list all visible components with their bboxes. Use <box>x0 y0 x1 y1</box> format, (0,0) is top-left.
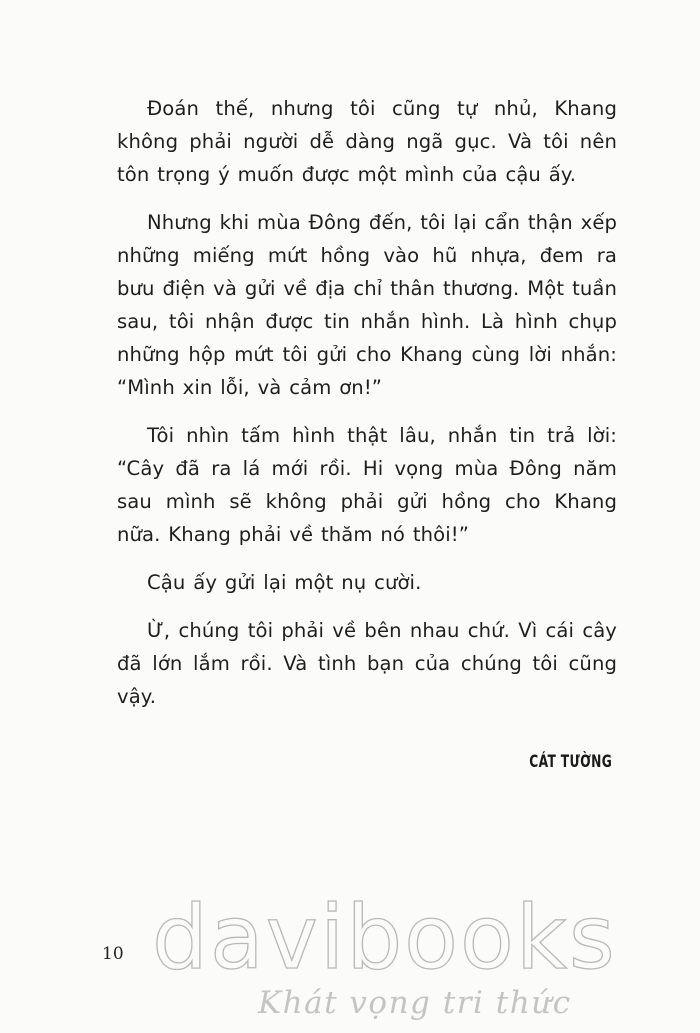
watermark-slogan: Khát vọng tri thức <box>258 985 572 1021</box>
paragraph-4: Cậu ấy gửi lại một nụ cười. <box>147 571 422 594</box>
story-text <box>117 92 617 728</box>
watermark-brand: davibooks <box>152 886 617 989</box>
paragraph-3: Tôi nhìn tấm hình thật lâu, nhắn tin trả lời: “Cây đã ra lá mới rồi. Hi vọng mùa Đông năm sau mình sẽ không phải gửi hồng cho Khang nữa. Khang phải về thăm nó thôi!” <box>117 424 617 546</box>
paragraph-1: Đoán thế, nhưng tôi cũng tự nhủ, Khang không phải người dễ dàng ngã gục. Và tôi nên tôn trọng ý muốn được một mình của cậu ấy. <box>117 97 617 186</box>
paragraph-5: Ừ, chúng tôi phải về bên nhau chứ. Vì cái cây đã lớn lắm rồi. Và tình bạn của chúng tôi cũng vậy. <box>117 619 617 708</box>
author-signature: CÁT TƯỜNG <box>529 752 612 772</box>
paragraph-2: Nhưng khi mùa Đông đến, tôi lại cẩn thận xếp những miếng mứt hồng vào hũ nhựa, đem ra bưu điện và gửi về địa chỉ thân thương. Một tuần sau, tôi nhận được tin nhắn hình. Là hình chụp những hộp mứt tôi gửi cho Khang cùng lời nhắn: “Mình xin lỗi, và cảm ơn!” <box>117 211 618 399</box>
page-number: 10 <box>102 944 124 964</box>
